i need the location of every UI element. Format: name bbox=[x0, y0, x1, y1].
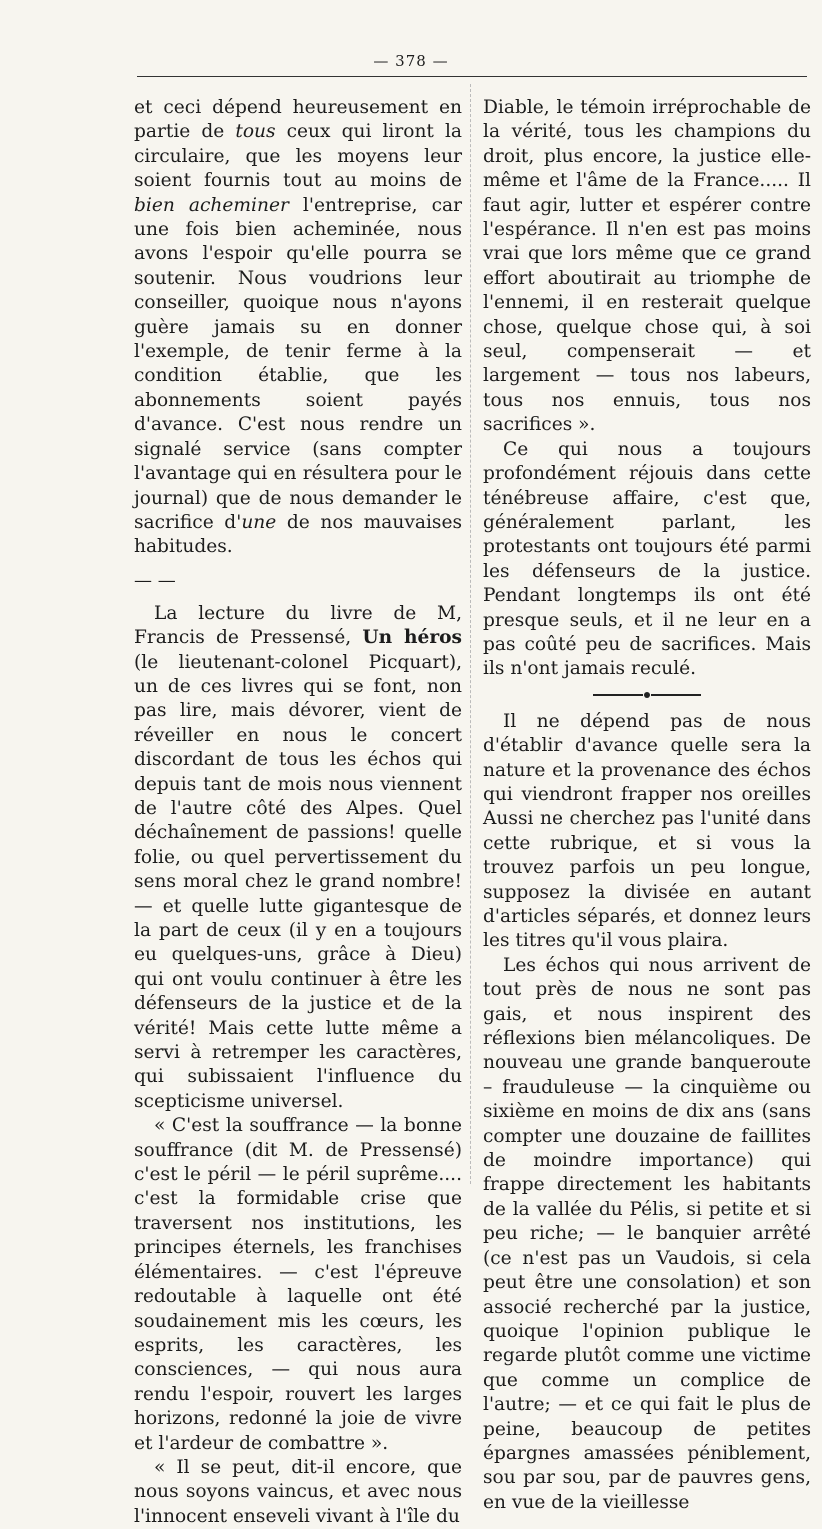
text-run: une bbox=[241, 511, 277, 533]
left-paragraph-1 bbox=[134, 96, 462, 560]
text-run: ceux qui liront la circulaire, que les moyens leur soient fournis tout au moins de bbox=[134, 121, 462, 192]
column-divider bbox=[470, 84, 471, 1184]
right-paragraph-3: Il ne dépend pas de nous d'établir d'avance quelle sera la nature et la provenance des échos qui viendront frapper nos oreilles Aussi ne cherchez pas l'unité dans cette rubrique, et si vous la trouvez parfois un peu longue, supposez la divisée en autant d'articles séparés, et donnez leurs les titres qu'il vous plaira. bbox=[483, 710, 811, 952]
text-run: bien acheminer bbox=[134, 194, 289, 216]
text-run: l'entreprise, car une fois bien acheminée, nous avons l'espoir qu'elle pourra se soutenir. Nous voudrions leur conseiller, quoique nous n'ayons guère jamais su en donner l'exemple, de tenir ferme à la condition établie, que les abonnements soient payés d'avance. C'est nous rendre un signalé service (sans compter l'avantage qui en résultera pour le journal) que de nous demander le sacrifice d' bbox=[134, 194, 462, 533]
header-rule bbox=[137, 76, 807, 77]
left-paragraph-3: « C'est la souffrance — la bonne souffrance (dit M. de Pressensé) c'est le péril — le péril suprême.... c'est la formidable crise que traversent nos institutions, les principes éternels, les franchises élémentaires. — c'est l'épreuve redoutable à laquelle ont été soudainement mis les cœurs, les esprits, les caractères, les consciences, — qui nous aura rendu l'espoir, rouvert les larges horizons, redonné la joie de vivre et l'ardeur de combattre ». bbox=[134, 1115, 462, 1454]
dash-separator: — — bbox=[134, 569, 176, 591]
ornament-separator bbox=[483, 688, 811, 702]
right-paragraph-2: Ce qui nous a toujours profondément réjouis dans cette ténébreuse affaire, c'est que, généralement parlant, les protestants ont toujours été parmi les défenseurs de la justice. Pendant longtemps ils ont été presque seuls, et il ne leur en a pas coûté peu de sacrifices. Mais ils n'ont jamais reculé. bbox=[483, 438, 811, 680]
right-column bbox=[483, 96, 811, 1515]
right-paragraph-4: Les échos qui nous arrivent de tout près de nous ne sont pas gais, et nous inspirent des réflexions bien mélancoliques. De nouveau une grande banqueroute – frauduleuse — la cinquième ou sixième en moins de dix ans (sans compter une douzaine de faillites de moindre importance) qui frappe directement les habitants de la vallée du Pélis, si petite et si peu riche; — le banquier arrêté (ce n'est pas un Vaudois, si cela peut être une consolation) et son associé recherché par la justice, quoique l'opinion publique le regarde plutôt comme une victime que comme un complice de l'autre; — et ce qui fait le plus de peine, beaucoup de petites épargnes amassées péniblement, sou par sou, par de pauvres gens, en vue de la vieillesse bbox=[483, 954, 811, 1513]
page-number: — 378 — bbox=[373, 52, 449, 70]
left-column bbox=[134, 96, 462, 1529]
left-paragraph-2 bbox=[134, 602, 462, 1115]
text-run: tous bbox=[235, 121, 276, 143]
text-run: de nos mauvaises habitudes. bbox=[134, 511, 462, 558]
text-run: La lecture du livre de M, Francis de Pressensé, bbox=[134, 602, 462, 649]
text-run: Un héros bbox=[362, 627, 462, 649]
text-run: et ceci dépend heureusement en partie de bbox=[134, 97, 462, 143]
left-paragraph-4: « Il se peut, dit-il encore, que nous soyons vaincus, et avec nous l'innocent enseveli vivant à l'île du bbox=[134, 1456, 462, 1527]
text-run: (le lieutenant-colonel Picquart), un de ces livres qui se font, non pas lire, mais dévorer, vient de réveiller en nous le concert discordant de tous les échos qui depuis tant de mois nous viennent de l'autre côté des Alpes. Quel déchaînement de passions! quelle folie, ou quel pervertissement du sens moral chez le grand nombre! — et quelle lutte gigantesque de la part de ceux (il y en a toujours eu quelques-uns, grâce à Dieu) qui ont voulu continuer à être les défenseurs de la justice et de la vérité! Mais cette lutte même a servi à retremper les caractères, qui subissaient l'influence du scepticisme universel. bbox=[134, 651, 462, 1112]
right-paragraph-1: Diable, le témoin irréprochable de la vérité, tous les champions du droit, plus encore, la justice elle-même et l'âme de la France..... Il faut agir, lutter et espérer contre l'espérance. Il n'en est pas moins vrai que lors même que ce grand effort aboutirait au triomphe de l'ennemi, il en resterait quelque chose, quelque chose qui, à soi seul, compenserait — et largement — tous nos labeurs, tous nos ennuis, tous nos sacrifices ». bbox=[483, 97, 811, 436]
